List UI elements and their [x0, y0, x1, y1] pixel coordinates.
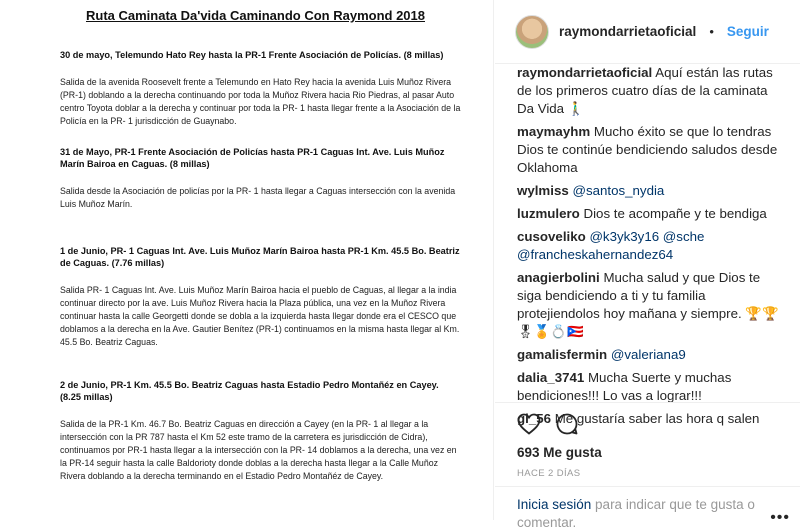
- comment-text: Mucho éxito se que lo tendras Dios te continúe bendiciendo saludos desde Oklahoma: [517, 124, 778, 175]
- separator-dot: •: [709, 24, 714, 39]
- comment-text: Mucha salud y que Dios te siga bendiciendo a ti y tu familia protejiendolos hoy mañana y siempre. 🏆🏆🎖🏅💍🇵🇷: [517, 270, 779, 339]
- comment-mention[interactable]: @k3yk3y16 @sche @francheskahernandez64: [517, 229, 705, 262]
- comment-mention[interactable]: @valeriana9: [610, 347, 686, 362]
- section-heading: 30 de mayo, Telemundo Hato Rey hasta la PR-1 Frente Asociación de Policías. (8 millas): [60, 50, 444, 60]
- comment-text: Mucha Suerte y muchas bendiciones!!! Lo vas a lograr!!!: [517, 370, 732, 403]
- comment: [517, 346, 788, 364]
- section-heading: 1 de Junio, PR- 1 Caguas Int. Ave. Luis Muñoz Marín Bairoa hasta PR-1 Km. 45.5 Bo. Beatriz de Caguas. (7.76 millas): [60, 245, 460, 268]
- comment-text: Aquí están las rutas de los primeros cuatro días de la caminata Da Vida 🚶‍♂️: [517, 65, 773, 116]
- comment-username[interactable]: cusoveliko: [517, 229, 586, 244]
- document-section: [60, 379, 461, 483]
- comment-text: Me gustaría saber las hora q salen: [551, 411, 760, 426]
- comment-icon[interactable]: [555, 412, 579, 441]
- comment: [517, 182, 788, 200]
- comment-text: Dios te acompañe y te bendiga: [579, 206, 767, 221]
- document-section: [60, 146, 461, 211]
- avatar[interactable]: [515, 15, 549, 49]
- section-body: Salida desde la Asociación de policías por la PR- 1 hasta llegar a Caguas intersección con la avenida Luis Muñoz Marín.: [60, 185, 456, 209]
- comment: [517, 369, 788, 405]
- comment: [517, 123, 788, 177]
- comment: [517, 269, 788, 341]
- comments-list[interactable]: [495, 64, 800, 426]
- likes-count[interactable]: 693 Me gusta: [517, 445, 602, 460]
- section-heading: 2 de Junio, PR-1 Km. 45.5 Bo. Beatriz Caguas hasta Estadio Pedro Montañéz en Cayey. (8.25 millas): [60, 379, 439, 402]
- section-heading: 31 de Mayo, PR-1 Frente Asociación de Policías hasta PR-1 Caguas Int. Ave. Luis Muñoz Marín Bairoa en Caguas. (8 millas): [60, 146, 445, 169]
- comment: [517, 64, 788, 118]
- comment-username[interactable]: maymayhm: [517, 124, 591, 139]
- action-icons: [517, 411, 780, 441]
- document-section: [60, 49, 461, 128]
- comment-username[interactable]: gamalisfermin: [517, 347, 608, 362]
- login-prompt: [495, 486, 800, 532]
- post-actions: [495, 402, 800, 479]
- comment-username[interactable]: gi_56: [517, 411, 552, 426]
- comment-username[interactable]: wylmiss: [517, 183, 569, 198]
- comment: [517, 205, 788, 223]
- post-side-panel: [495, 0, 800, 530]
- comment-username[interactable]: anagierbolini: [517, 270, 600, 285]
- section-body: Salida de la avenida Roosevelt frente a Telemundo en Hato Rey hacia la avenida Luis Muñoz Rivera (PR-1) doblando a la derecha continuando por toda la Muñoz Rivera hacia Rio Piedras, al pasar Auto centro Toyota doblar a la derecha y continuar por toda la PR- 1 hasta llegar frente a la Asociación de la Policía en la PR- 1 jurisdicción de Guaynabo.: [60, 76, 461, 126]
- login-prompt-text: para indicar que te gusta o comentar.: [517, 497, 755, 530]
- comment-mention[interactable]: @santos_nydia: [572, 183, 665, 198]
- section-body: Salida de la PR-1 Km. 46.7 Bo. Beatriz Caguas en dirección a Cayey (en la PR- 1 al llegar a la intersección con la PR 787 hasta el Km 52 este tramo de la carretera es jurisdicción de Cidra), continuamos por PR-1 hasta llegar a la intersección con la PR- 14 doblamos a la derecha, una vez en la PR-14 seguir hasta la calle Baldorioty donde doblas a la derecha hasta llegar a la Calle Muñoz Rivera doblando a la derecha terminando en el Estadio Pedro Montañéz de Cayey.: [60, 418, 457, 481]
- comment-username[interactable]: dalia_3741: [517, 370, 585, 385]
- post-timestamp[interactable]: HACE 2 DÍAS: [517, 468, 581, 479]
- section-body: Salida PR- 1 Caguas Int. Ave. Luis Muñoz Marín Bairoa hacia el pueblo de Caguas, al llegar a la india continuar directo por la ave. Luis Muñoz Rivera hacia la Plaza pública, una vez en la Muñoz Rivera continuar hasta la calle Georgetti donde se dobla a la izquierda hasta llegar donde era el CESCO que doblamos a la derecha en la Ave. Gautier Benítez (PR-1) continuamos en la misma hasta llegar al Km. 45.5 Bo. Beatriz Caguas.: [60, 284, 460, 347]
- comment: [517, 228, 788, 264]
- post-username[interactable]: raymondarrietaoficial: [559, 24, 697, 39]
- comment-username[interactable]: raymondarrietaoficial: [517, 65, 653, 80]
- comment-username[interactable]: luzmulero: [517, 206, 580, 221]
- heart-icon[interactable]: [517, 413, 541, 440]
- login-link[interactable]: Inicia sesión: [517, 497, 592, 512]
- post-header: [495, 0, 800, 64]
- document-section: [60, 245, 461, 349]
- more-options-icon[interactable]: •••: [770, 509, 790, 526]
- document-title: Ruta Caminata Da'vida Caminando Con Raymond 2018: [85, 8, 425, 23]
- follow-button[interactable]: Seguir: [726, 24, 769, 39]
